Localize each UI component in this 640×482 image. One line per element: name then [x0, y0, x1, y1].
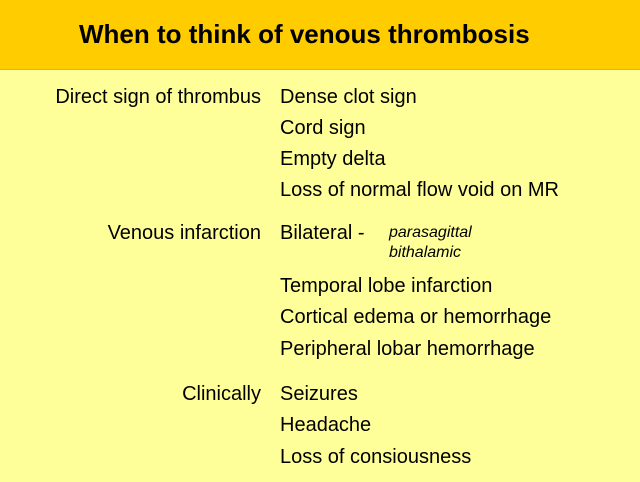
section-label-venous-infarction: Venous infarction: [107, 222, 261, 244]
list-item: Cortical edema or hemorrhage: [280, 306, 552, 328]
list-item: Headache: [280, 414, 372, 436]
sublist-item: parasagittal: [389, 224, 472, 241]
list-item: Loss of normal flow void on MR: [280, 179, 560, 201]
title-bar: [0, 0, 640, 70]
list-item: Peripheral lobar hemorrhage: [280, 338, 535, 360]
list-item: Dense clot sign: [280, 86, 417, 108]
sublist-item: bithalamic: [389, 244, 462, 261]
list-item: Temporal lobe infarction: [280, 275, 493, 297]
list-item: Loss of consiousness: [280, 446, 472, 468]
section-label-clinically: Clinically: [182, 383, 261, 405]
slide-title: When to think of venous thrombosis: [79, 19, 530, 49]
list-item: Bilateral -: [280, 222, 365, 244]
list-item: Empty delta: [280, 148, 386, 170]
list-item: Seizures: [280, 383, 358, 405]
section-label-direct-sign: Direct sign of thrombus: [55, 86, 261, 108]
list-item: Cord sign: [280, 117, 366, 139]
